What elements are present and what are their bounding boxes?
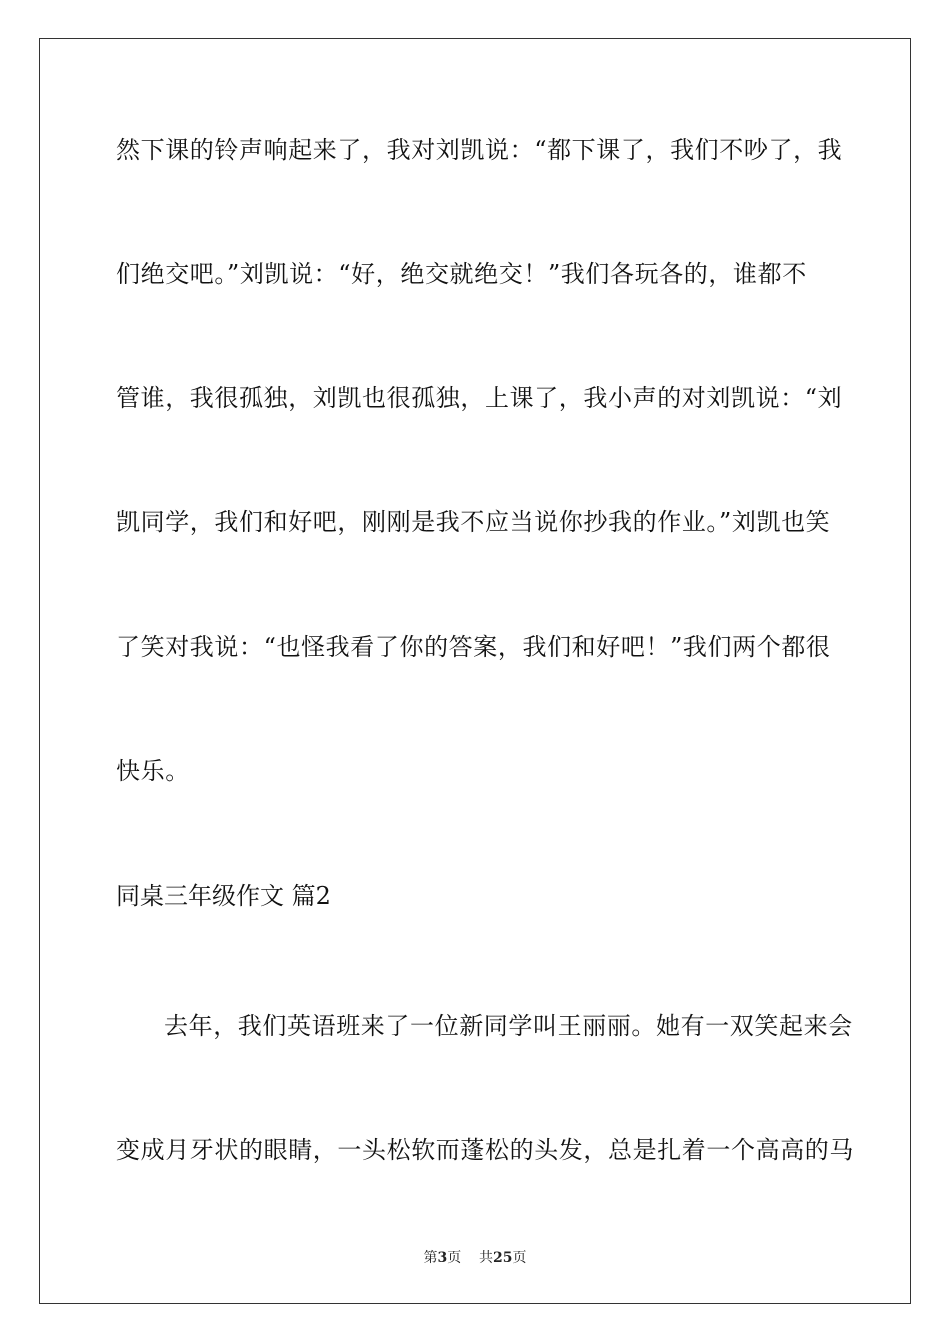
paragraph2-line-2: 变成月牙状的眼睛，一头松软而蓬松的头发，总是扎着一个高高的马 xyxy=(116,1136,854,1164)
footer-page-suffix: 页 xyxy=(447,1250,462,1266)
page-footer xyxy=(0,1247,950,1267)
footer-page-prefix: 第 xyxy=(423,1250,438,1266)
body-line-5: 了笑对我说：“也怪我看了你的答案，我们和好吧！”我们两个都很 xyxy=(116,633,831,661)
footer-total-prefix: 共 xyxy=(479,1250,494,1266)
body-line-3: 管谁，我很孤独，刘凯也很孤独，上课了，我小声的对刘凯说：“刘 xyxy=(116,384,843,412)
paragraph2-line-1: 去年，我们英语班来了一位新同学叫王丽丽。她有一双笑起来会 xyxy=(164,1012,853,1040)
body-line-6: 快乐。 xyxy=(116,757,190,785)
footer-page-total: 25 xyxy=(493,1250,513,1266)
page-border xyxy=(39,38,911,1304)
section-heading: 同桌三年级作文 篇2 xyxy=(116,882,331,910)
footer-total-suffix: 页 xyxy=(512,1250,527,1266)
body-line-2: 们绝交吧。”刘凯说：“好，绝交就绝交！”我们各玩各的，谁都不 xyxy=(116,260,807,288)
body-line-1: 然下课的铃声响起来了，我对刘凯说：“都下课了，我们不吵了，我 xyxy=(116,136,843,164)
footer-page-current: 3 xyxy=(437,1250,448,1266)
body-line-4: 凯同学，我们和好吧，刚刚是我不应当说你抄我的作业。”刘凯也笑 xyxy=(116,508,831,536)
